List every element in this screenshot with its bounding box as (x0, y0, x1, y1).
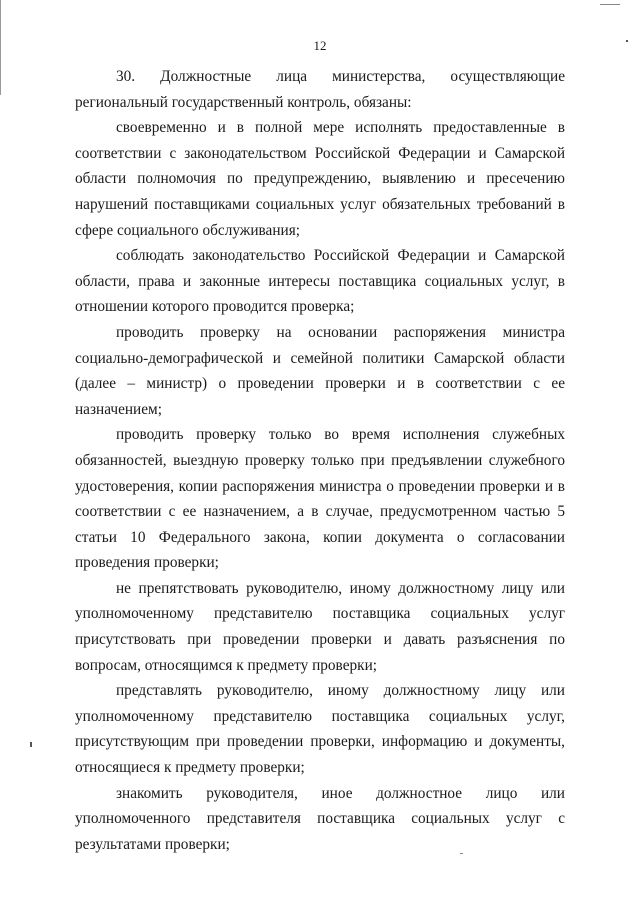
paragraph-exercise-powers: своевременно и в полной мере исполнять предоставленные в соответствии с законодательством Российской Федерации и Самарской области полномочия по предупреждению, выявлению и пресечению нарушений поставщиками социальных услуг обязательных требований в сфере социального обслуживания; (75, 119, 565, 239)
paragraph-provide-information: представлять руководителю, иному должностному лицу или уполномоченному представителю поставщика социальных услуг, присутствующим при проведении проверки, информацию и документы, относящиеся к предмету проверки; (75, 682, 565, 777)
scan-mark (460, 853, 463, 854)
page-number: 12 (313, 38, 327, 53)
paragraph-officials-duties: 30. Должностные лица министерства, осуществляющие региональный государственный контроль, обязаны: (75, 68, 565, 111)
scan-mark (0, 0, 1, 95)
paragraph-inspection-conditions: проводить проверку только во время исполнения служебных обязанностей, выездную проверку только при предъявлении служебного удостоверения, копии распоряжения министра о проведении проверки и в соответствии с ее назначением, а в случае, предусмотренном частью 5 статьи 10 Федерального закона, копии документа о согласовании проведения проверки; (75, 426, 565, 572)
paragraph-familiarize-results: знакомить руководителя, иное должностное лицо или уполномоченного представителя поставщика социальных услуг с результатами проверки; (75, 784, 565, 853)
paragraph-not-obstruct: не препятствовать руководителю, иному должностному лицу или уполномоченному представителю поставщика социальных услуг присутствовать при проведении проверки и давать разъяснения по вопросам, относящимся к предмету проверки; (75, 579, 565, 674)
scan-mark (600, 4, 620, 5)
paragraph-observe-legislation: соблюдать законодательство Российской Федерации и Самарской области, права и законные интересы поставщика социальных услуг, в отношении которого проводится проверка; (75, 247, 565, 316)
scan-mark (626, 40, 628, 42)
document-body (75, 64, 565, 857)
scan-mark (30, 742, 32, 747)
paragraph-inspection-basis: проводить проверку на основании распоряжения министра социально-демографической и семейной политики Самарской области (далее – министр) о проведении проверки и в соответствии с ее назначением; (75, 323, 565, 418)
